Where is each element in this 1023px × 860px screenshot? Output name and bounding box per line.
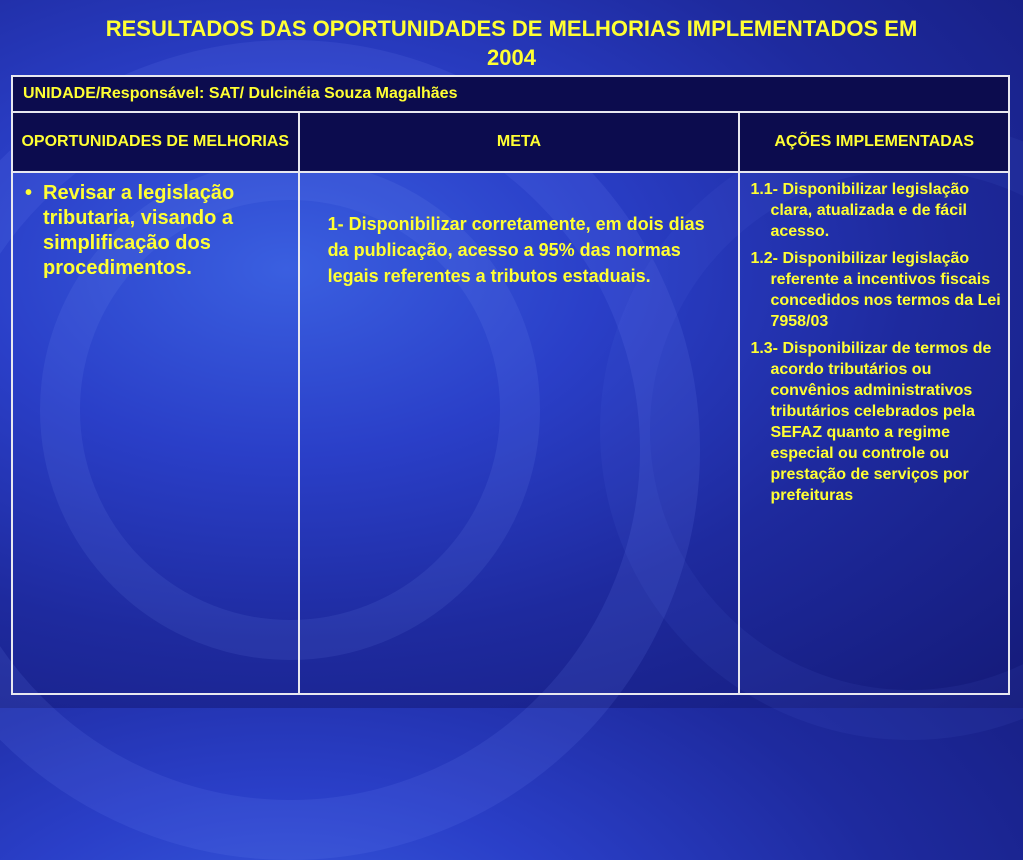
acoes-cell [739,172,1009,694]
oportunidade-text: Revisar a legislação tributaria, visando a simplificação dos procedimentos. [43,182,235,279]
unit-row [12,76,1009,112]
results-table [11,75,1010,695]
list-item: 1.3- Disponibilizar de termos de acordo tributários ou convênios administrativos tributários celebrados pela SEFAZ quanto a regime especial ou controle ou prestação de serviços por prefeituras [750,340,992,504]
page-title [0,14,1023,72]
list-item: 1.2- Disponibilizar legislação referente a incentivos fiscais concedidos nos termos da Lei 7958/03 [750,250,1001,330]
header-row [12,112,1009,172]
page-title-line1: RESULTADOS DAS OPORTUNIDADES DE MELHORIAS IMPLEMENTADOS EM [105,16,918,41]
list-item: 1.1- Disponibilizar legislação clara, atualizada e de fácil acesso. [750,181,970,240]
header-acoes: AÇÕES IMPLEMENTADAS [739,112,1009,172]
header-meta: META [299,112,740,172]
oportunidade-cell [12,172,299,694]
bullet-item [13,173,298,281]
unidade-cell: UNIDADE/Responsável: SAT/ Dulcinéia Souza Magalhães [12,76,1009,112]
bullet-icon: • [25,182,33,204]
table-row [12,172,1009,694]
page-title-line2: 2004 [487,45,536,70]
acoes-list [740,173,1008,506]
meta-text: 1- Disponibilizar corretamente, em dois dias da publicação, acesso a 95% das normas legais referentes a tributos estaduais. [327,214,705,286]
meta-cell [299,172,740,694]
header-oportunidades: OPORTUNIDADES DE MELHORIAS [12,112,299,172]
